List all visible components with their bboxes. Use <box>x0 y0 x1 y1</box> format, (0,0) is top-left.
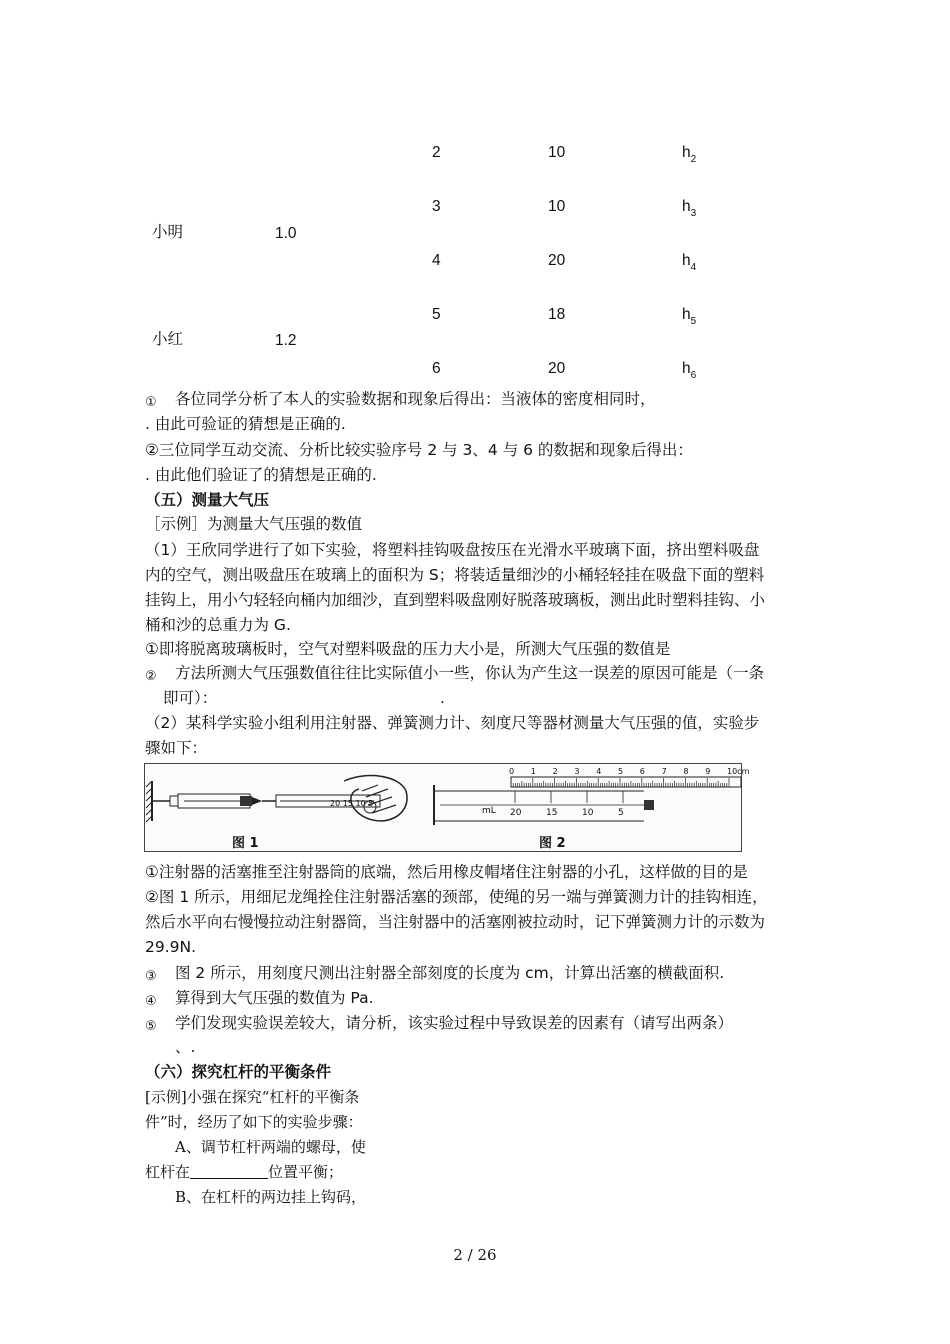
table-h: $h_2$ <box>682 144 697 165</box>
table-h: $h_4$ <box>682 252 697 273</box>
table-h: $h_5$ <box>682 306 697 327</box>
table-seq: 6 <box>432 360 441 377</box>
ruler-tick-label: 7 <box>661 767 667 776</box>
paragraph-line: （2）某科学实验小组利用注射器、弹簧测力计、刻度尺等器材测量大气压强的值，实验步 <box>145 714 760 732</box>
fill-blank <box>190 1163 268 1179</box>
paragraph-line: 然后水平向右慢慢拉动注射器筒，当注射器中的活塞刚被拉动时，记下弹簧测力计的示数为 <box>145 913 766 931</box>
page-number: 2 / 26 <box>453 1246 497 1264</box>
table-name: 小明 <box>152 223 184 241</box>
paragraph-line: . 由此可验证的猜想是正确的. <box>145 415 346 433</box>
table-seq: 3 <box>432 198 441 215</box>
table-density: 1.0 <box>275 225 297 242</box>
table-h: $h_3$ <box>682 198 697 219</box>
ruler-tick-label: 1 <box>530 767 536 776</box>
section-title: （五）测量大气压 <box>145 491 270 509</box>
paragraph-line: ①注射器的活塞推至注射器筒的底端，然后用橡皮帽堵住注射器的小孔，这样做的目的是 <box>145 863 748 881</box>
table-seq: 5 <box>432 306 441 323</box>
table-depth: 10 <box>548 144 566 161</box>
item-marker: ① <box>145 395 157 410</box>
syringe-mark-label: 20 <box>510 808 522 818</box>
syringe-mark-label: 5 <box>618 808 624 818</box>
ruler-tick-label: 3 <box>574 767 580 776</box>
paragraph-line: 杠杆在 位置平衡； <box>145 1163 344 1181</box>
experiment-figure <box>144 763 750 852</box>
paragraph-line: 29.9N. <box>145 938 197 956</box>
table-depth: 20 <box>548 252 566 269</box>
ruler-tick-label: 9 <box>705 767 711 776</box>
item-marker: ③ <box>145 969 157 984</box>
table-depth: 20 <box>548 360 566 377</box>
paragraph-line: ①即将脱离玻璃板时，空气对塑料吸盘的压力大小是，所测大气压强的数值是 <box>145 640 671 658</box>
table-seq: 4 <box>432 252 441 269</box>
paragraph-line: （1）王欣同学进行了如下实验，将塑料挂钩吸盘按压在光滑水平玻璃下面，挤出塑料吸盘 <box>145 541 760 559</box>
figure-1-label: 图 1 <box>232 836 259 851</box>
paragraph-line: . <box>440 689 445 707</box>
paragraph-line: 各位同学分析了本人的实验数据和现象后得出：当液体的密度相同时， <box>175 390 656 408</box>
ruler-tick-label: 0 <box>509 767 515 776</box>
syringe-unit: mL <box>482 806 496 816</box>
paragraph-line: 方法所测大气压强数值往往比实际值小一些，你认为产生这一误差的原因可能是（一条 <box>175 664 765 682</box>
table-density: 1.2 <box>275 332 297 349</box>
paragraph-line: A、调节杠杆两端的螺母，使 <box>175 1138 366 1156</box>
table-depth: 18 <box>548 306 566 323</box>
table-h: $h_6$ <box>682 360 697 381</box>
item-marker: ② <box>145 669 157 684</box>
syringe-mark-label: 15 <box>546 808 558 818</box>
paragraph-line: 学们发现实验误差较大，请分析，该实验过程中导致误差的因素有（请写出两条） <box>175 1014 734 1032</box>
paragraph-line: 件”时，经历了如下的实验步骤： <box>145 1113 363 1131</box>
ruler-tick-label: 6 <box>639 767 645 776</box>
paragraph-line: 内的空气，测出吸盘压在玻璃上的面积为 S；将装适量细沙的小桶轻轻挂在吸盘下面的塑料 <box>145 566 765 584</box>
ruler-tick-label: 2 <box>552 767 558 776</box>
paragraph-line: ②三位同学互动交流、分析比较实验序号 2 与 3、4 与 6 的数据和现象后得出： <box>145 441 693 459</box>
paragraph-line: 算得到大气压强的数值为 Pa. <box>175 989 374 1007</box>
ruler-tick-label: 10cm <box>727 767 750 776</box>
paragraph-line: 桶和沙的总重力为 G. <box>145 616 291 634</box>
paragraph-line: . 由此他们验证了的猜想是正确的. <box>145 466 377 484</box>
ruler-tick-label: 4 <box>596 767 602 776</box>
ruler-tick-label: 8 <box>683 767 689 776</box>
paragraph-line: B、在杠杆的两边挂上钩码， <box>175 1188 367 1206</box>
paragraph-line: 挂钩上，用小勺轻轻向桶内加细沙，直到塑料吸盘刚好脱落玻璃板，测出此时塑料挂钩、小 <box>145 591 766 609</box>
item-marker: ④ <box>145 994 157 1009</box>
paragraph-line: 即可）： <box>163 689 218 707</box>
paragraph-line: 骤如下： <box>145 739 208 757</box>
gauge-scale-text: 20 15 10 5 <box>330 799 374 808</box>
table-name: 小红 <box>152 330 184 348</box>
paragraph-line: [示例]小强在探究“杠杆的平衡条 <box>145 1088 360 1106</box>
table-depth: 10 <box>548 198 566 215</box>
section-title: （六）探究杠杆的平衡条件 <box>145 1063 332 1081</box>
table-seq: 2 <box>432 144 441 161</box>
figure-2-label: 图 2 <box>539 836 566 851</box>
ruler-tick-label: 5 <box>618 767 624 776</box>
item-marker: ⑤ <box>145 1019 157 1034</box>
paragraph-line: ②图 1 所示，用细尼龙绳拴住注射器活塞的颈部，使绳的另一端与弹簧测力计的挂钩相连， <box>145 888 768 906</box>
paragraph-line: ［示例］为测量大气压强的数值 <box>145 515 363 533</box>
paragraph-line: 图 2 所示，用刻度尺测出注射器全部刻度的长度为 cm，计算出活塞的横截面积. <box>175 964 725 982</box>
syringe-mark-label: 10 <box>582 808 594 818</box>
paragraph-line: 、. <box>175 1038 196 1056</box>
